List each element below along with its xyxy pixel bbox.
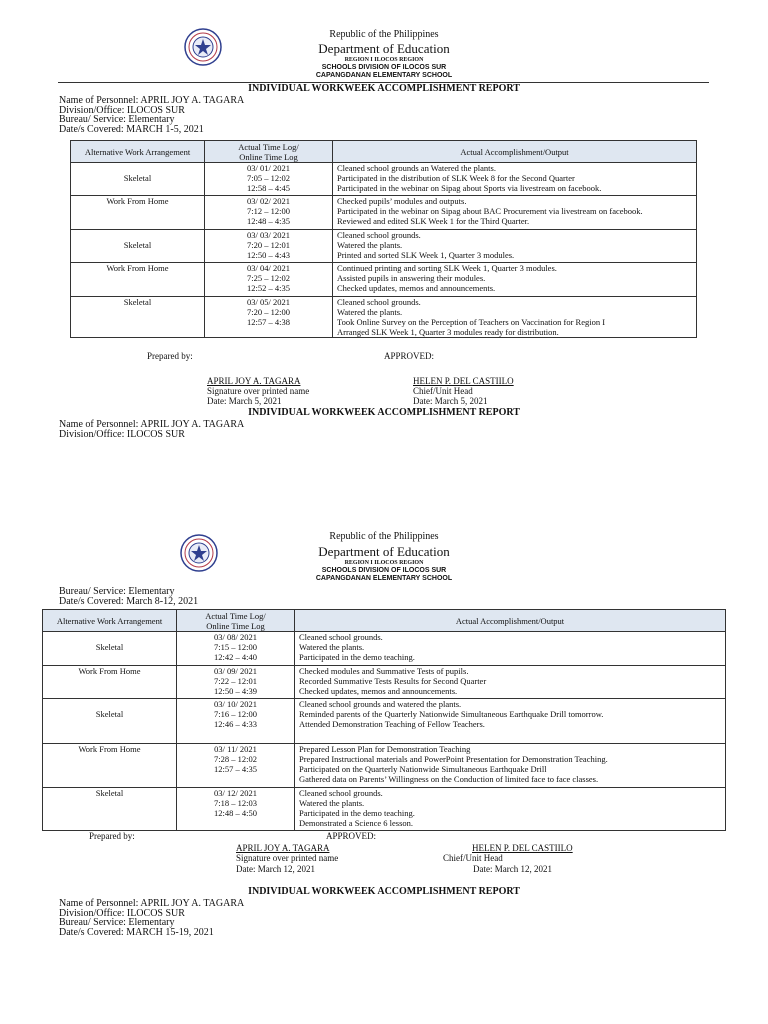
time-log-line: 12:57 – 4:35 <box>214 764 257 774</box>
table-row <box>71 163 697 196</box>
report2-info <box>59 587 198 606</box>
output-line: Participated on the Quarterly Nationwide Simultaneous Earthquake Drill <box>299 764 547 774</box>
preparer-date: Date: March 12, 2021 <box>236 864 315 874</box>
output-line: Reminded parents of the Quarterly Nationwide Simultaneous Earthquake Drill tomorrow. <box>299 709 604 719</box>
time-log-line: 12:48 – 4:50 <box>214 808 257 818</box>
report-title: INDIVIDUAL WORKWEEK ACCOMPLISHMENT REPORT <box>248 83 520 94</box>
arrangement-label: Skeletal <box>123 173 152 183</box>
preparer-signature-caption: Signature over printed name <box>236 853 339 863</box>
output-line: Printed and sorted SLK Week 1, Quarter 3 modules. <box>337 249 515 260</box>
approver-date: Date: March 12, 2021 <box>473 864 552 874</box>
time-log-line: 7:25 – 12:02 <box>247 273 290 284</box>
table-row <box>43 744 726 788</box>
output-line: Cleaned school grounds an Watered the plants. <box>337 163 496 173</box>
time-log-line: 7:12 – 12:00 <box>247 206 290 217</box>
report2-partial-info <box>59 420 244 439</box>
info-line: Date/s Covered: MARCH 15-19, 2021 <box>59 926 214 938</box>
output-cell <box>295 665 726 699</box>
time-log-cell <box>177 632 295 666</box>
division-name: SCHOOLS DIVISION OF ILOCOS SUR <box>321 567 447 574</box>
col-header-time-log: Actual Time Log/ Online Time Log <box>177 610 295 632</box>
output-line: Checked updates, memos and announcements. <box>337 283 496 294</box>
output-line: Gathered data on Parents’ Willingness on the Conduction of limited face to face classes. <box>299 774 599 784</box>
arrangement-label: Skeletal <box>95 709 124 719</box>
department-name: Department of Education <box>318 41 450 56</box>
output-line: Participated in the demo teaching. <box>299 808 415 818</box>
time-log-line: 03/ 04/ 2021 <box>247 263 290 274</box>
time-log-line: 12:42 – 4:40 <box>214 652 257 662</box>
arrangement-label: Work From Home <box>106 263 169 274</box>
approved-label: APPROVED: <box>326 831 377 841</box>
col-header-output: Actual Accomplishment/Output <box>295 610 726 632</box>
table-row <box>71 229 697 262</box>
output-cell <box>333 196 697 229</box>
school-name: CAPANGDANAN ELEMENTARY SCHOOL <box>315 72 453 79</box>
republic-line: Republic of the Philippines <box>329 29 439 40</box>
accomplishment-table-week1 <box>70 140 697 338</box>
arrangement-cell <box>71 196 205 229</box>
school-name: CAPANGDANAN ELEMENTARY SCHOOL <box>315 575 453 582</box>
output-line: Prepared Lesson Plan for Demonstration Teaching <box>299 744 471 754</box>
output-cell <box>295 788 726 831</box>
output-line: Cleaned school grounds. <box>337 229 421 240</box>
info-line: Division/Office: ILOCOS SUR <box>59 104 185 116</box>
output-cell <box>333 263 697 296</box>
table-row <box>43 665 726 699</box>
output-line: Continued printing and sorting SLK Week 1, Quarter 3 modules. <box>337 263 557 274</box>
time-log-line: 7:28 – 12:02 <box>214 754 257 764</box>
time-log-line: 03/ 12/ 2021 <box>214 788 257 798</box>
time-log-line: 12:52 – 4:35 <box>247 283 290 294</box>
arrangement-cell <box>43 665 177 699</box>
output-line: Cleaned school grounds and watered the plants. <box>299 699 462 709</box>
info-line: Division/Office: ILOCOS SUR <box>59 907 185 919</box>
time-log-cell <box>177 699 295 744</box>
output-cell <box>333 229 697 262</box>
output-cell <box>295 699 726 744</box>
preparer-name: APRIL JOY A. TAGARA <box>236 843 330 853</box>
time-log-line: 7:22 – 12:01 <box>214 675 257 686</box>
approver-title: Chief/Unit Head <box>413 386 473 396</box>
time-log-line: 7:20 – 12:00 <box>247 306 290 317</box>
arrangement-cell <box>43 744 177 788</box>
output-line: Watered the plants. <box>337 239 403 250</box>
output-line: Watered the plants. <box>299 642 365 652</box>
time-log-line: 12:58 – 4:45 <box>247 183 290 193</box>
arrangement-label: Skeletal <box>95 788 124 798</box>
report-title: INDIVIDUAL WORKWEEK ACCOMPLISHMENT REPORT <box>248 886 520 897</box>
time-log-line: 12:48 – 4:35 <box>247 216 290 227</box>
col-header-arrangement: Alternative Work Arrangement <box>43 610 177 632</box>
time-log-line: 7:20 – 12:01 <box>247 239 290 250</box>
arrangement-label: Skeletal <box>123 296 152 307</box>
arrangement-cell <box>71 263 205 296</box>
time-log-cell <box>205 263 333 296</box>
division-name: SCHOOLS DIVISION OF ILOCOS SUR <box>321 64 447 71</box>
time-log-line: 12:50 – 4:43 <box>247 249 290 260</box>
arrangement-cell <box>71 163 205 196</box>
arrangement-cell <box>71 296 205 337</box>
time-log-line: 03/ 08/ 2021 <box>214 632 257 642</box>
col-header-time-log: Actual Time Log/ Online Time Log <box>205 141 333 163</box>
table-row <box>71 263 697 296</box>
arrangement-label: Work From Home <box>78 744 141 754</box>
report-title: INDIVIDUAL WORKWEEK ACCOMPLISHMENT REPORT <box>248 407 520 418</box>
arrangement-cell <box>43 699 177 744</box>
output-line: Attended Demonstration Teaching of Fellow Teachers. <box>299 719 485 729</box>
time-log-line: 12:57 – 4:38 <box>247 316 290 327</box>
region-name: REGION I ILOCOS REGION <box>344 57 424 63</box>
time-log-line: 03/ 09/ 2021 <box>214 665 257 676</box>
col-header-arrangement: Alternative Work Arrangement <box>71 141 205 163</box>
table-row <box>71 296 697 337</box>
region-name: REGION I ILOCOS REGION <box>344 560 424 566</box>
approved-label: APPROVED: <box>384 351 435 361</box>
output-line: Watered the plants. <box>337 306 403 317</box>
output-line: Demonstrated a Science 6 lesson. <box>299 818 414 828</box>
table-row <box>43 699 726 744</box>
time-log-cell <box>177 788 295 831</box>
table-row <box>43 632 726 666</box>
table-row <box>71 196 697 229</box>
output-cell <box>295 632 726 666</box>
output-line: Prepared Instructional materials and PowerPoint Presentation for Demonstration Teaching. <box>299 754 608 764</box>
time-log-line: 03/ 11/ 2021 <box>214 744 257 754</box>
info-line: Division/Office: ILOCOS SUR <box>59 428 185 440</box>
report3-info <box>59 899 244 937</box>
time-log-line: 7:15 – 12:00 <box>214 642 257 652</box>
info-line: Name of Personnel: APRIL JOY A. TAGARA <box>59 95 245 106</box>
report1-info <box>59 96 244 134</box>
table-row <box>43 788 726 831</box>
output-line: Checked pupils’ modules and outputs. <box>337 196 467 207</box>
time-log-line: 12:50 – 4:39 <box>214 685 257 696</box>
prepared-by-label: Prepared by: <box>147 351 193 361</box>
output-line: Participated in the webinar on Sipag about Sports via livestream on facebook. <box>337 183 602 193</box>
output-line: Assisted pupils in answering their modules. <box>337 273 486 284</box>
output-line: Took Online Survey on the Perception of Teachers on Vaccination for Region I <box>337 316 606 327</box>
output-line: Reviewed and edited SLK Week 1 for the Third Quarter. <box>337 216 530 227</box>
republic-line: Republic of the Philippines <box>329 531 439 542</box>
output-line: Arranged SLK Week 1, Quarter 3 modules ready for distribution. <box>337 326 559 337</box>
info-line: Name of Personnel: APRIL JOY A. TAGARA <box>59 898 245 909</box>
time-log-line: 03/ 02/ 2021 <box>247 196 290 207</box>
output-cell <box>295 744 726 788</box>
approver-date: Date: March 5, 2021 <box>413 396 488 406</box>
approver-name: HELEN P. DEL CASTIILO <box>472 843 573 853</box>
arrangement-label: Work From Home <box>106 196 169 207</box>
info-line: Date/s Covered: March 8-12, 2021 <box>59 595 199 607</box>
time-log-cell <box>205 163 333 196</box>
output-line: Watered the plants. <box>299 798 365 808</box>
time-log-cell <box>177 744 295 788</box>
time-log-cell <box>205 196 333 229</box>
time-log-line: 03/ 10/ 2021 <box>214 699 257 709</box>
preparer-name: APRIL JOY A. TAGARA <box>207 376 301 386</box>
approver-title: Chief/Unit Head <box>443 853 503 863</box>
time-log-cell <box>205 296 333 337</box>
output-line: Participated in the distribution of SLK Week 8 for the Second Quarter <box>337 173 575 183</box>
department-name: Department of Education <box>318 544 450 559</box>
preparer-signature-caption: Signature over printed name <box>207 386 310 396</box>
output-line: Recorded Summative Tests Results for Second Quarter <box>299 675 487 686</box>
output-line: Participated in the demo teaching. <box>299 652 415 662</box>
time-log-line: 03/ 01/ 2021 <box>247 163 290 173</box>
accomplishment-table-week2 <box>42 609 726 831</box>
output-line: Checked updates, memos and announcements. <box>299 685 458 696</box>
time-log-line: 03/ 05/ 2021 <box>247 296 290 307</box>
time-log-line: 12:46 – 4:33 <box>214 719 257 729</box>
col-header-output: Actual Accomplishment/Output <box>333 141 697 163</box>
time-log-line: 03/ 03/ 2021 <box>247 229 290 240</box>
time-log-line: 7:16 – 12:00 <box>214 709 257 719</box>
time-log-line: 7:05 – 12:02 <box>247 173 290 183</box>
output-line: Checked modules and Summative Tests of pupils. <box>299 665 469 676</box>
approver-name: HELEN P. DEL CASTIILO <box>413 376 514 386</box>
info-line: Bureau/ Service: Elementary <box>59 114 175 125</box>
arrangement-label: Skeletal <box>95 642 124 652</box>
arrangement-label: Work From Home <box>78 665 141 676</box>
info-line: Bureau/ Service: Elementary <box>59 917 175 928</box>
preparer-date: Date: March 5, 2021 <box>207 396 282 406</box>
arrangement-cell <box>43 632 177 666</box>
output-line: Cleaned school grounds. <box>299 788 383 798</box>
time-log-cell <box>205 229 333 262</box>
output-line: Cleaned school grounds. <box>337 296 421 307</box>
arrangement-cell <box>43 788 177 831</box>
output-line: Cleaned school grounds. <box>299 632 383 642</box>
arrangement-cell <box>71 229 205 262</box>
time-log-cell <box>177 665 295 699</box>
info-line: Name of Personnel: APRIL JOY A. TAGARA <box>59 419 245 430</box>
output-line: Participated in the webinar on Sipag about BAC Procurement via livestream on facebook. <box>337 206 643 217</box>
prepared-by-label: Prepared by: <box>89 831 135 841</box>
info-line: Date/s Covered: MARCH 1-5, 2021 <box>59 123 204 135</box>
time-log-line: 7:18 – 12:03 <box>214 798 257 808</box>
output-cell <box>333 163 697 196</box>
output-cell <box>333 296 697 337</box>
info-line: Bureau/ Service: Elementary <box>59 586 175 597</box>
arrangement-label: Skeletal <box>123 239 152 250</box>
